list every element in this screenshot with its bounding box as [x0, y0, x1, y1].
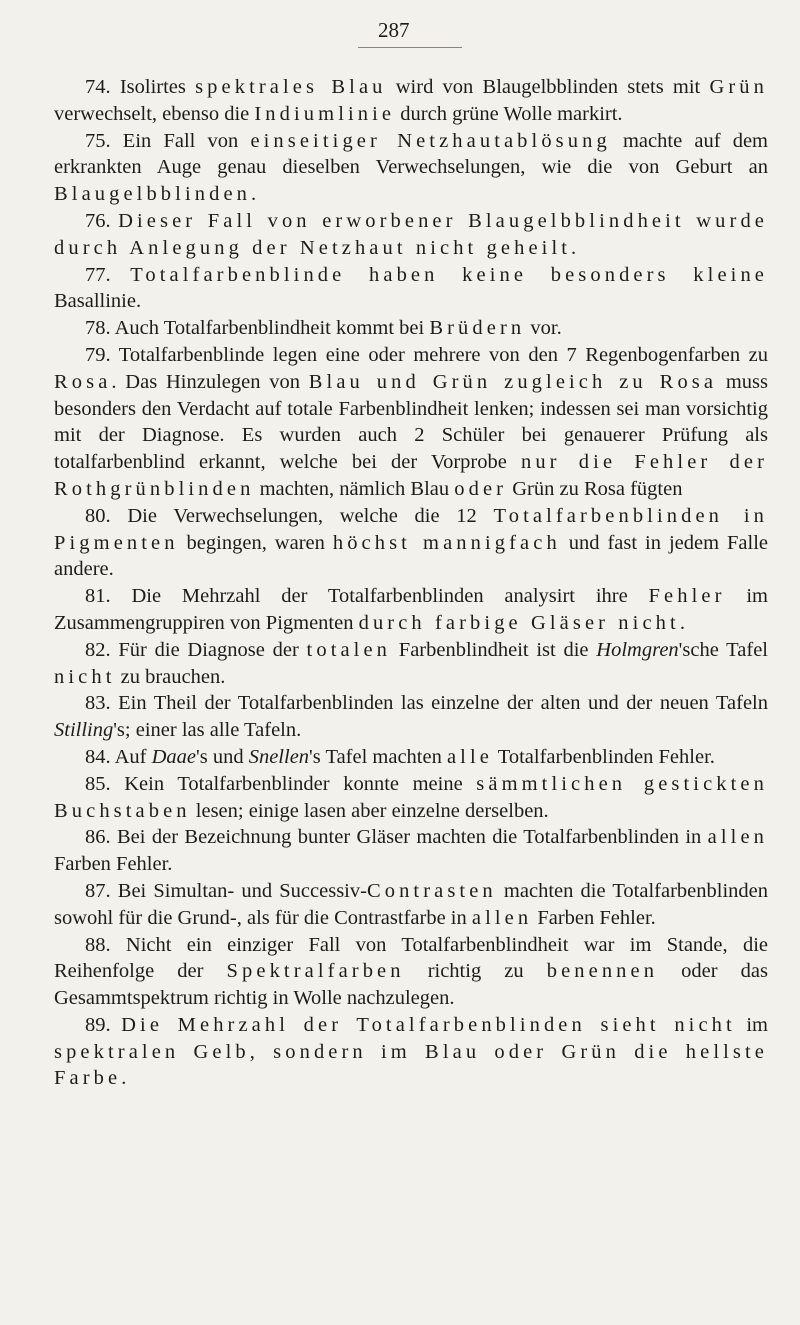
paragraph-76: 76. Dieser Fall von erworbener Blaugelbblindheit wurde durch Anlegung der Netzhaut nicht geheilt. — [54, 209, 768, 259]
paragraph-84: 84. Auf Daae's und Snellen's Tafel machten alle Totalfarbenblinden Fehler. — [85, 745, 715, 768]
paragraph-78: 78. Auch Totalfarbenblindheit kommt bei Brüdern vor. — [85, 317, 562, 340]
paragraph-74: 74. Isolirtes spektrales Blau wird von Blaugelbblinden stets mit Grün verwechselt, ebenso die Indiumlinie durch grüne Wolle markirt. — [54, 76, 768, 125]
paragraph-85: 85. Kein Totalfarbenblinder konnte meine sämmtlichen gestickten Buchstaben lesen; einige lasen aber einzelne derselben. — [54, 772, 768, 822]
paragraph-80: 80. Die Verwechselungen, welche die 12 Totalfarbenblinden in Pigmenten begingen, waren höchst mannigfach und fast in jedem Falle andere. — [54, 504, 768, 581]
paragraph-77: 77. Totalfarbenblinde haben keine besonders kleine Basallinie. — [54, 263, 769, 313]
page-number-rule — [358, 47, 462, 48]
paragraph-89: 89. Die Mehrzahl der Totalfarbenblinden sieht nicht im spektralen Gelb, sondern im Blau oder Grün die hellste Farbe. — [54, 1013, 768, 1090]
paragraph-88: 88. Nicht ein einziger Fall von Totalfarbenblindheit war im Stande, die Reihenfolge der Spektralfarben richtig zu benennen oder das Gesammtspektrum richtig in Wolle nachzulegen. — [54, 933, 768, 1010]
paragraph-79: 79. Totalfarbenblinde legen eine oder mehrere von den 7 Regenbogenfarben zu Rosa. Das Hinzulegen von Blau und Grün zugleich zu Rosa muss besonders den Verdacht auf totale Farbenblindheit lenken; indessen sei man vorsichtig mit der Diagnose. Es wurden auch 2 Schüler bei genauerer Prüfung als totalfarbenblind erkannt, welche bei der Vorprobe nur die Fehler der Rothgrünblinden machten, nämlich Blau oder Grün zu Rosa fügten — [54, 343, 769, 500]
paragraph-75: 75. Ein Fall von einseitiger Netzhautablösung machte auf dem erkrankten Auge genau dieselben Verwechselungen, wie die von Geburt an Blaugelbblinden. — [54, 129, 768, 206]
paragraph-82: 82. Für die Diagnose der totalen Farbenblindheit ist die Holmgren'sche Tafel nicht zu brauchen. — [54, 638, 768, 688]
paragraph-86: 86. Bei der Bezeichnung bunter Gläser machten die Totalfarbenblinden in allen Farben Fehler. — [54, 826, 768, 876]
paragraph-83: 83. Ein Theil der Totalfarbenblinden las einzelne der alten und der neuen Tafeln Stilling's; einer las alle Tafeln. — [54, 692, 768, 742]
paragraph-81: 81. Die Mehrzahl der Totalfarbenblinden analysirt ihre Fehler im Zusammengruppiren von Pigmenten durch farbige Gläser nicht. — [54, 585, 768, 634]
page-number: 287 — [378, 18, 410, 42]
page-body — [54, 74, 768, 1092]
paragraph-87: 87. Bei Simultan- und Successiv-Contrasten machten die Totalfarbenblinden sowohl für die Grund-, als für die Contrastfarbe in allen Farben Fehler. — [54, 879, 768, 929]
